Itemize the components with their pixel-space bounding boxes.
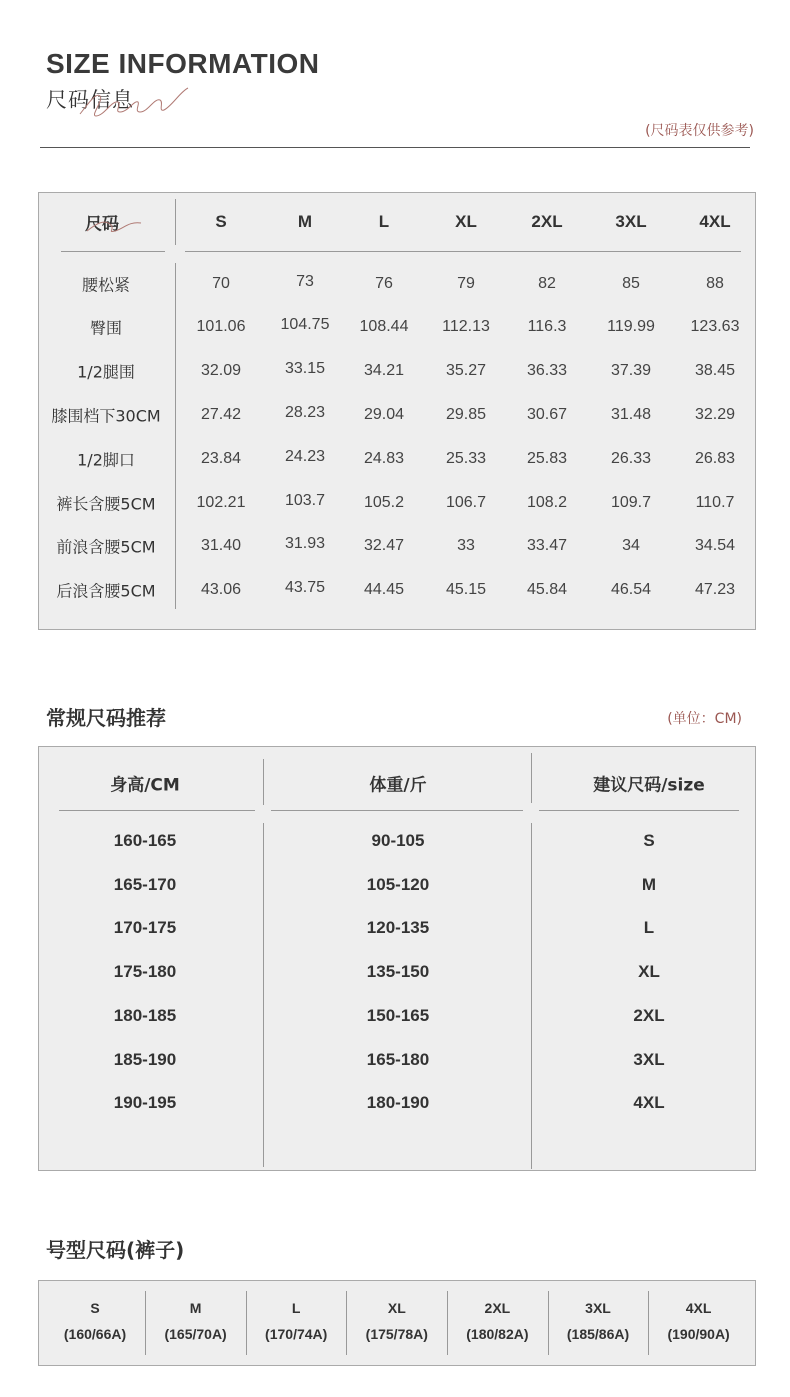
recommend-cell: 150-165 xyxy=(366,1006,430,1025)
measure-value: 105.2 xyxy=(363,494,405,511)
model-size-code: (185/86A) xyxy=(566,1326,630,1342)
model-size-code: (180/82A) xyxy=(466,1326,529,1342)
model-size-title: 号型尺码(裤子) xyxy=(46,1238,185,1262)
recommend-cell: 3XL xyxy=(633,1050,665,1069)
measure-value: 106.7 xyxy=(445,494,487,511)
measure-value: 32.47 xyxy=(363,537,405,554)
measure-value: 29.85 xyxy=(445,406,487,423)
measure-value: 88 xyxy=(706,275,724,292)
model-size-label: L xyxy=(291,1300,301,1316)
measure-value: 43.06 xyxy=(200,581,242,598)
model-size-divider xyxy=(447,1291,448,1355)
measure-value: 79 xyxy=(457,275,475,292)
measure-value: 70 xyxy=(212,275,230,292)
reference-note: (尺码表仅供参考) xyxy=(645,123,754,139)
measure-value: 23.84 xyxy=(200,450,242,467)
measure-value: 123.63 xyxy=(690,318,740,335)
measure-value: 45.84 xyxy=(526,581,568,598)
model-size-label: XL xyxy=(387,1300,406,1316)
measure-value: 33.15 xyxy=(284,360,326,377)
measure-label: 1/2腿围 xyxy=(77,362,135,382)
recommend-cell: 175-180 xyxy=(113,962,177,981)
body-divider-vertical xyxy=(175,263,176,609)
model-size-divider xyxy=(246,1291,247,1355)
header-underline xyxy=(185,251,741,252)
measure-value: 24.23 xyxy=(284,448,326,465)
measure-value: 24.83 xyxy=(363,450,405,467)
measure-value: 29.04 xyxy=(363,406,405,423)
recommend-title: 常规尺码推荐 xyxy=(46,706,166,730)
measure-value: 37.39 xyxy=(610,362,652,379)
measure-value: 25.33 xyxy=(445,450,487,467)
measure-label: 臀围 xyxy=(89,318,123,338)
size-header-4xl: 4XL xyxy=(699,212,731,231)
measure-value: 38.45 xyxy=(694,362,736,379)
measure-label: 膝围档下30CM xyxy=(51,406,161,426)
measure-value: 32.29 xyxy=(694,406,736,423)
measure-label: 后浪含腰5CM xyxy=(56,581,156,601)
measure-value: 110.7 xyxy=(695,494,735,511)
measure-value: 33.47 xyxy=(526,537,568,554)
measure-value: 109.7 xyxy=(610,494,652,511)
header-underline-2 xyxy=(271,810,523,811)
measure-value: 119.99 xyxy=(607,318,655,335)
corner-underline xyxy=(61,251,165,252)
recommend-cell: 2XL xyxy=(633,1006,665,1025)
header-divider-1 xyxy=(263,759,264,805)
recommend-cell: S xyxy=(643,831,655,850)
recommend-cell: 120-135 xyxy=(366,918,430,937)
measure-value: 34 xyxy=(622,537,640,554)
model-size-code: (175/78A) xyxy=(365,1326,428,1342)
measure-value: 33 xyxy=(457,537,475,554)
measure-value: 27.42 xyxy=(200,406,242,423)
measure-value: 47.23 xyxy=(694,581,736,598)
model-size-divider xyxy=(346,1291,347,1355)
measure-value: 26.83 xyxy=(694,450,736,467)
page-subtitle: 尺码信息 xyxy=(46,88,134,112)
recommend-header: 身高/CM xyxy=(110,775,180,796)
script-flourish xyxy=(78,82,193,122)
measure-value: 82 xyxy=(538,275,556,292)
size-table xyxy=(38,192,756,630)
measure-value: 116.3 xyxy=(527,318,567,335)
measure-value: 43.75 xyxy=(284,579,326,596)
measure-value: 104.75 xyxy=(280,316,330,333)
measure-label: 裤长含腰5CM xyxy=(56,494,156,514)
measure-value: 30.67 xyxy=(526,406,568,423)
size-header-l: L xyxy=(378,212,390,231)
recommend-cell: 180-185 xyxy=(113,1006,177,1025)
measure-value: 101.06 xyxy=(196,318,246,335)
model-size-label: 2XL xyxy=(484,1300,511,1316)
measure-label: 腰松紧 xyxy=(81,275,131,295)
recommend-cell: L xyxy=(643,918,655,937)
measure-value: 26.33 xyxy=(610,450,652,467)
recommend-cell: M xyxy=(641,875,657,894)
measure-value: 46.54 xyxy=(610,581,652,598)
corner-script-flourish xyxy=(85,213,145,237)
measure-label: 1/2脚口 xyxy=(77,450,135,470)
recommend-cell: 105-120 xyxy=(366,875,430,894)
measure-value: 25.83 xyxy=(526,450,568,467)
header-divider xyxy=(40,147,750,148)
model-size-code: (170/74A) xyxy=(265,1326,328,1342)
recommend-unit: (单位：CM) xyxy=(667,711,742,727)
size-header-xl: XL xyxy=(455,212,477,231)
recommend-cell: 170-175 xyxy=(113,918,177,937)
model-size-divider xyxy=(548,1291,549,1355)
recommend-cell: 180-190 xyxy=(366,1093,430,1112)
measure-value: 28.23 xyxy=(284,404,326,421)
measure-value: 31.93 xyxy=(284,535,326,552)
recommend-cell: 165-180 xyxy=(366,1050,430,1069)
size-header-s: S xyxy=(215,212,227,231)
measure-value: 108.2 xyxy=(526,494,568,511)
measure-value: 44.45 xyxy=(363,581,405,598)
measure-value: 34.54 xyxy=(694,537,736,554)
recommend-header: 建议尺码/size xyxy=(593,775,705,796)
measure-value: 112.13 xyxy=(442,318,490,335)
model-size-label: S xyxy=(90,1300,100,1316)
recommend-cell: 165-170 xyxy=(113,875,177,894)
model-size-code: (165/70A) xyxy=(164,1326,227,1342)
model-size-label: 3XL xyxy=(585,1300,611,1316)
recommend-cell: 190-195 xyxy=(113,1093,177,1112)
measure-label: 前浪含腰5CM xyxy=(56,537,156,557)
size-header-3xl: 3XL xyxy=(615,212,647,231)
measure-value: 102.21 xyxy=(196,494,246,511)
model-size-label: M xyxy=(189,1300,202,1316)
measure-value: 73 xyxy=(296,273,314,290)
model-size-code: (160/66A) xyxy=(63,1326,127,1342)
header-underline-3 xyxy=(539,810,739,811)
model-size-label: 4XL xyxy=(685,1300,712,1316)
model-size-table xyxy=(38,1280,756,1366)
measure-value: 32.09 xyxy=(200,362,242,379)
measure-value: 36.33 xyxy=(526,362,568,379)
body-divider-2 xyxy=(531,823,532,1169)
page-title: SIZE INFORMATION xyxy=(46,48,320,79)
measure-value: 31.48 xyxy=(610,406,652,423)
measure-value: 45.15 xyxy=(445,581,487,598)
measure-value: 76 xyxy=(375,275,393,292)
recommend-cell: 90-105 xyxy=(371,831,425,850)
recommend-cell: 185-190 xyxy=(113,1050,177,1069)
measure-value: 85 xyxy=(622,275,640,292)
measure-value: 103.7 xyxy=(284,492,326,509)
measure-value: 31.40 xyxy=(200,537,242,554)
model-size-code: (190/90A) xyxy=(667,1326,730,1342)
recommend-table xyxy=(38,746,756,1171)
header-divider-vertical xyxy=(175,199,176,245)
model-size-divider xyxy=(145,1291,146,1355)
model-size-divider xyxy=(648,1291,649,1355)
measure-value: 34.21 xyxy=(363,362,405,379)
recommend-cell: XL xyxy=(638,962,660,981)
body-divider-1 xyxy=(263,823,264,1167)
recommend-header: 体重/斤 xyxy=(369,775,427,796)
recommend-cell: 135-150 xyxy=(366,962,430,981)
size-header-2xl: 2XL xyxy=(531,212,563,231)
recommend-cell: 160-165 xyxy=(113,831,177,850)
size-header-m: M xyxy=(297,212,313,231)
measure-value: 35.27 xyxy=(445,362,487,379)
measure-value: 108.44 xyxy=(359,318,409,335)
header-underline-1 xyxy=(59,810,255,811)
size-corner-label: 尺码 xyxy=(85,214,119,234)
header-divider-2 xyxy=(531,753,532,803)
recommend-cell: 4XL xyxy=(633,1093,665,1112)
